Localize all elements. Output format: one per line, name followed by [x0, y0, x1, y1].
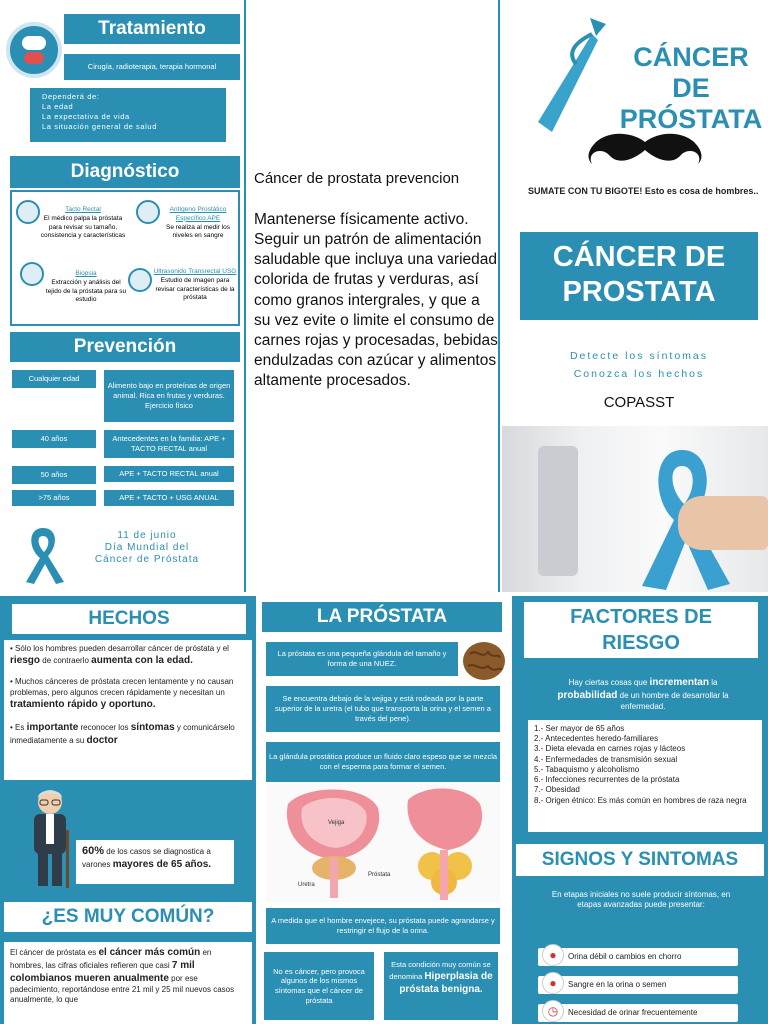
panel-prostate — [256, 596, 512, 1024]
label-prostate: Próstata — [368, 872, 391, 878]
risk-intro: Hay ciertas cosas que incrementan la probabilidad de un hombre de desarrollar la enfermedad. — [557, 677, 729, 711]
prostate-text-1: La próstata es una pequeña glándula del tamaño y forma de una NUEZ. — [266, 642, 458, 676]
microscope-icon — [20, 262, 44, 286]
prevention-rec-2: APE + TACTO RECTAL anual — [104, 466, 234, 482]
doctor-ribbon-photo — [502, 426, 768, 592]
blood-tube-icon — [136, 200, 160, 224]
hand-exam-icon — [16, 200, 40, 224]
diagnosis-item-biopsy: Biopsia Extracción y análisis del tejido de la próstata para su estudio — [45, 270, 127, 304]
sign-item-1 — [538, 976, 738, 994]
tie-icon — [532, 14, 612, 138]
prevention-age-0: Cualquier edad — [12, 370, 96, 388]
clock-icon: ◷ — [542, 1000, 564, 1022]
prostate-anatomy-illustration — [266, 784, 500, 902]
prevention-age-3: >75 años — [12, 490, 96, 506]
sign-item-0-label: Orina débil o cambios en chorro — [568, 952, 682, 961]
prevention-age-2: 50 años — [12, 466, 96, 484]
diagnosis-item-ultrasound: Ultrasonido Transrectal USG Estudio de imagen para revisar características de la próstata — [153, 268, 237, 302]
panel-treatment-diagnosis-prevention — [0, 0, 246, 592]
prevention-rec-1: Antecedentes en la familia: APE + TACTO RECTAL anual — [104, 430, 234, 458]
facts-title: HECHOS — [12, 604, 246, 634]
prevention-rec-3: APE + TACTO + USG ANUAL — [104, 490, 234, 506]
sign-item-1-label: Sangre en la orina o semen — [568, 980, 667, 989]
diagnosis-title: Diagnóstico — [10, 156, 240, 188]
prostate-text-5: No es cáncer, pero provoca algunos de los mismos síntomas que el cáncer de próstata — [264, 952, 374, 1020]
signs-title: SIGNOS Y SINTOMAS — [516, 844, 764, 876]
sign-item-2-label: Necesidad de orinar frecuentemente — [568, 1008, 698, 1017]
cover-banner: CÁNCER DE PROSTATA — [520, 232, 758, 320]
facts-stat: 60% de los casos se diagnostica a varones mayores de 65 años. — [76, 840, 234, 884]
drop-icon: ● — [542, 944, 564, 966]
mustache-icon — [580, 128, 710, 174]
panel-cover — [500, 0, 768, 592]
cover-org: COPASST — [603, 394, 675, 411]
cover-slogan: SUMATE CON TU BIGOTE! Esto es cosa de hombres.. — [528, 186, 759, 196]
cover-title: CÁNCER DE PRÓSTATA — [619, 42, 763, 135]
prostate-text-2: Se encuentra debajo de la vejiga y está rodeada por la parte superior de la uretra (el tubo que transporta la orina y el semen a través del pene). — [266, 686, 500, 732]
diagnosis-item-rectal: Tacto Rectal El médico palpa la próstata para revisar su tamaño, consistencia y características — [40, 206, 126, 240]
signs-intro: En etapas iniciales no suele producir síntomas, en etapas avanzadas puede presentar: — [551, 890, 731, 910]
treatment-depends: Dependerá de: La edad La expectativa de vida La situación general de salud — [30, 88, 226, 142]
diagnosis-item-ape: Antígeno Prostático Específico APE Se realiza al medir los niveles en sangre — [166, 206, 230, 240]
prevention-title: Prevención — [10, 332, 240, 362]
pill-icon — [6, 22, 62, 78]
prostate-text-3: La glándula prostática produce un fluido claro espeso que se mezcla con el esperma para formar el semen. — [266, 742, 500, 782]
sign-item-2 — [538, 1004, 738, 1022]
prevention-heading: Cáncer de prostata prevencion — [254, 170, 460, 187]
risk-list: 1.- Ser mayor de 65 años 2.- Antecedentes heredo-familiares 3.- Dieta elevada en carnes rojas y lácteos 4.- Enfermedades de transmisión sexual 5.- Tabaquismo y alcoholismo 6.- Infecciones recurrentes de la próstata 7.- Obesidad 8.- Origen étnico: Es más común en hombres de raza negra — [528, 720, 762, 832]
panel-prevention-text — [246, 0, 500, 592]
cover-subtitle: Detecte los síntomas Conozca los hechos — [569, 350, 709, 380]
panel-facts — [0, 596, 256, 1024]
prostate-title: LA PRÓSTATA — [262, 602, 502, 632]
label-urethra: Uretra — [298, 882, 315, 888]
prevention-rec-0: Alimento bajo en proteínas de origen animal. Rica en frutas y verduras. Ejercicio físico — [104, 370, 234, 422]
walnut-icon — [460, 638, 508, 684]
world-day-text: 11 de junio Día Mundial del Cáncer de Próstata — [94, 530, 200, 565]
common-text: El cáncer de próstata es el cáncer más común en hombres, las cifras oficiales refieren que casi 7 mil colombianos mueren anualmente por ese padecimiento, reportándose entre 21 mil y 25 mil nuevos casos anualmente, lo que — [4, 942, 252, 1024]
prostate-text-4: A medida que el hombre envejece, su próstata puede agrandarse y restringir el flujo de la orina. — [266, 908, 500, 944]
sign-item-0 — [538, 948, 738, 966]
panel-risk — [512, 596, 768, 1024]
treatment-title: Tratamiento — [64, 14, 240, 44]
prevention-body: Mantenerse físicamente activo. Seguir un patrón de alimentación saludable que incluya una variedad colorida de frutas y verduras, así como granos intergrales, y que a su vez evite o limite el consumo de carnes rojas y procesadas, bebidas endulzadas con azúcar y alimentos altamente procesados. — [254, 211, 498, 390]
treatment-options: Cirugía, radioterapia, terapia hormonal — [64, 54, 240, 80]
blood-drop-icon: ● — [542, 972, 564, 994]
risk-title: FACTORES DE RIESGO — [524, 602, 758, 658]
old-man-illustration — [22, 786, 78, 890]
prevention-age-1: 40 años — [12, 430, 96, 448]
label-bladder: Vejiga — [328, 820, 345, 826]
ultrasound-icon — [128, 268, 152, 292]
common-title: ¿ES MUY COMÚN? — [4, 902, 252, 932]
awareness-ribbon-icon — [18, 524, 68, 586]
prostate-text-6: Esta condición muy común se denomina Hiperplasia de próstata benigna. — [384, 952, 498, 1020]
facts-list: • Sólo los hombres pueden desarrollar cáncer de próstata y el riesgo de contraerlo aumenta con la edad. • Muchos cánceres de próstata crecen lentamente y no causan problemas, pero algunos crecen rápidamente y necesitan un tratamiento rápido y oportuno. • Es importante reconocer los síntomas y comunicárselo inmediatamente a su doctor — [4, 640, 252, 780]
